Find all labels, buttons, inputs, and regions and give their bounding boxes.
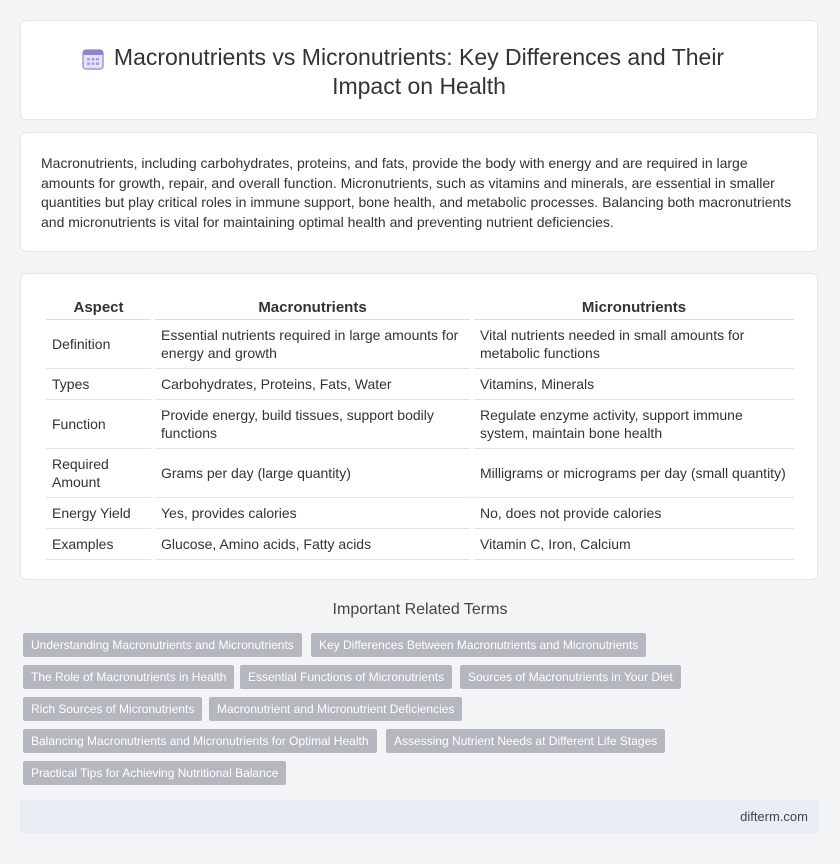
related-term-tag[interactable]: Key Differences Between Macronutrients and Micronutrients (311, 633, 646, 657)
cell-aspect: Energy Yield (46, 498, 151, 529)
cell-micronutrients: Milligrams or micrograms per day (small quantity) (474, 449, 794, 498)
intro-paragraph: Macronutrients, including carbohydrates, proteins, and fats, provide the body with energy and are required in large amounts for growth, repair, and overall function. Micronutrients, such as vitamins and minerals, are essential in smaller quantities but play critical roles in immune support, bone health, and metabolic processes. Balancing both macronutrients and micronutrients is vital for maintaining optimal health and preventing nutrient deficiencies. (41, 155, 792, 230)
title-line-2: Impact on Health (332, 73, 506, 99)
related-term-tag[interactable]: Sources of Macronutrients in Your Diet (460, 665, 681, 689)
title-card (20, 20, 818, 120)
cell-micronutrients: Vitamin C, Iron, Calcium (474, 529, 794, 560)
title-line-1: Macronutrients vs Micronutrients: Key Differences and Their (113, 44, 725, 70)
related-term-tag[interactable]: Assessing Nutrient Needs at Different Life Stages (386, 729, 665, 753)
cell-micronutrients: Vital nutrients needed in small amounts for metabolic functions (474, 320, 794, 369)
table-row (46, 449, 794, 498)
cell-aspect: Definition (46, 320, 151, 369)
cell-aspect: Required Amount (46, 449, 151, 498)
cell-macronutrients: Essential nutrients required in large amounts for energy and growth (155, 320, 470, 369)
related-term-tag[interactable]: Macronutrient and Micronutrient Deficiencies (209, 697, 462, 721)
comparison-table (42, 295, 798, 560)
table-row (46, 369, 794, 400)
footer-site[interactable]: difterm.com (740, 809, 808, 824)
cell-micronutrients: Vitamins, Minerals (474, 369, 794, 400)
cell-aspect: Examples (46, 529, 151, 560)
cell-macronutrients: Yes, provides calories (155, 498, 470, 529)
cell-aspect: Types (46, 369, 151, 400)
related-term-tag[interactable]: The Role of Macronutrients in Health (23, 665, 234, 689)
related-term-tag[interactable]: Essential Functions of Micronutrients (240, 665, 452, 689)
footer (20, 800, 818, 833)
related-term-tag[interactable]: Rich Sources of Micronutrients (23, 697, 202, 721)
related-term-tag[interactable]: Understanding Macronutrients and Micronutrients (23, 633, 302, 657)
cell-aspect: Function (46, 400, 151, 449)
page-title (21, 43, 817, 101)
cell-macronutrients: Grams per day (large quantity) (155, 449, 470, 498)
intro-card (20, 132, 818, 252)
header-micronutrients: Micronutrients (474, 295, 794, 320)
table-row (46, 400, 794, 449)
comparison-card (20, 273, 818, 580)
related-terms-title: Important Related Terms (332, 601, 508, 618)
table-row (46, 320, 794, 369)
cell-macronutrients: Glucose, Amino acids, Fatty acids (155, 529, 470, 560)
table-row (46, 498, 794, 529)
header-macronutrients: Macronutrients (155, 295, 470, 320)
table-row (46, 529, 794, 560)
table-header-row (46, 295, 794, 320)
related-term-tag[interactable]: Practical Tips for Achieving Nutritional Balance (23, 761, 286, 785)
cell-macronutrients: Carbohydrates, Proteins, Fats, Water (155, 369, 470, 400)
cell-macronutrients: Provide energy, build tissues, support bodily functions (155, 400, 470, 449)
cell-micronutrients: Regulate enzyme activity, support immune system, maintain bone health (474, 400, 794, 449)
cell-micronutrients: No, does not provide calories (474, 498, 794, 529)
related-term-tag[interactable]: Balancing Macronutrients and Micronutrients for Optimal Health (23, 729, 377, 753)
header-aspect: Aspect (46, 295, 151, 320)
